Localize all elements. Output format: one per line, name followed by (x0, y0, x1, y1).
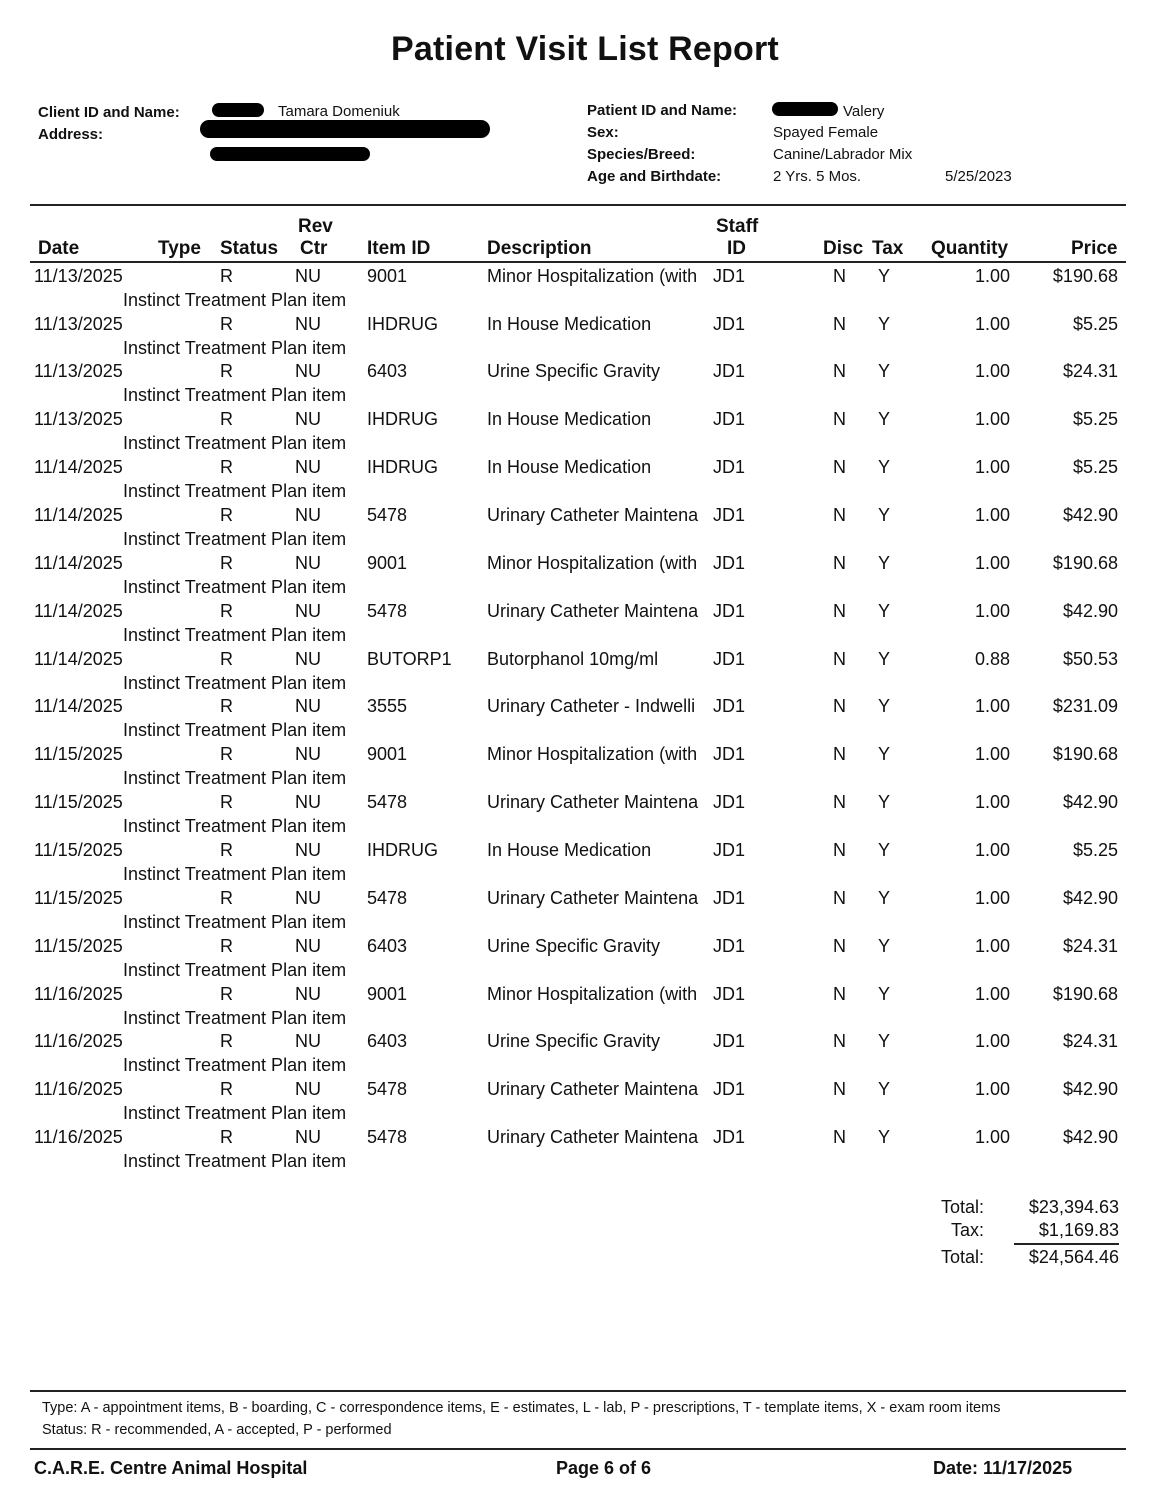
row-quantity: 1.00 (974, 696, 1010, 716)
table-row (0, 740, 1170, 788)
row-price: $42.90 (1062, 601, 1118, 621)
row-quantity: 1.00 (974, 840, 1010, 860)
row-date: 11/16/2025 (34, 1031, 123, 1051)
row-rev-ctr: NU (295, 601, 321, 621)
row-disc: N (833, 649, 846, 669)
row-description: Minor Hospitalization (with (487, 266, 698, 286)
row-description: Urinary Catheter Maintena (487, 505, 699, 525)
row-note: Instinct Treatment Plan item (123, 768, 347, 788)
row-quantity: 1.00 (974, 409, 1010, 429)
row-item-id: 6403 (367, 361, 408, 381)
row-rev-ctr: NU (295, 266, 321, 286)
row-staff-id: JD1 (713, 792, 746, 812)
row-staff-id: JD1 (713, 840, 746, 860)
row-staff-id: JD1 (713, 361, 746, 381)
row-date: 11/15/2025 (34, 840, 123, 860)
row-item-id: IHDRUG (367, 457, 438, 477)
row-item-id: 9001 (367, 553, 408, 573)
table-row (0, 405, 1170, 453)
redaction-mark (210, 147, 370, 161)
row-quantity: 1.00 (974, 314, 1010, 334)
table-row (0, 262, 1170, 310)
row-quantity: 1.00 (974, 457, 1010, 477)
row-tax: Y (878, 696, 891, 716)
row-quantity: 1.00 (974, 744, 1010, 764)
row-tax: Y (878, 601, 891, 621)
col-header-status: Status (220, 238, 279, 259)
row-note: Instinct Treatment Plan item (123, 912, 347, 932)
row-item-id: IHDRUG (367, 840, 438, 860)
row-disc: N (833, 505, 846, 525)
row-tax: Y (878, 457, 891, 477)
row-rev-ctr: NU (295, 361, 321, 381)
row-note: Instinct Treatment Plan item (123, 433, 347, 453)
row-description: In House Medication (487, 409, 652, 429)
row-staff-id: JD1 (713, 1127, 746, 1147)
row-quantity: 1.00 (974, 361, 1010, 381)
row-price: $190.68 (1052, 744, 1118, 764)
row-description: Urine Specific Gravity (487, 936, 661, 956)
row-status: R (220, 936, 233, 956)
row-staff-id: JD1 (713, 984, 746, 1004)
row-date: 11/16/2025 (34, 1127, 123, 1147)
client-id-name-label: Client ID and Name: (38, 104, 180, 121)
row-item-id: 5478 (367, 505, 408, 525)
table-row (0, 501, 1170, 549)
row-note: Instinct Treatment Plan item (123, 290, 347, 310)
row-quantity: 1.00 (974, 601, 1010, 621)
row-quantity: 1.00 (974, 505, 1010, 525)
table-row (0, 692, 1170, 740)
report-title: Patient Visit List Report (391, 30, 779, 68)
table-row (0, 453, 1170, 501)
patient-age-label: Age and Birthdate: (587, 168, 722, 185)
row-staff-id: JD1 (713, 649, 746, 669)
grand-total-value: $24,564.46 (1028, 1247, 1119, 1267)
footer-divider (30, 1448, 1126, 1450)
row-tax: Y (878, 649, 891, 669)
row-item-id: 3555 (367, 696, 408, 716)
row-tax: Y (878, 266, 891, 286)
row-description: Urine Specific Gravity (487, 1031, 661, 1051)
row-date: 11/13/2025 (34, 361, 123, 381)
row-date: 11/14/2025 (34, 457, 123, 477)
table-row (0, 597, 1170, 645)
patient-species-label: Species/Breed: (587, 146, 696, 163)
row-disc: N (833, 1079, 846, 1099)
row-staff-id: JD1 (713, 744, 746, 764)
row-item-id: 5478 (367, 1079, 408, 1099)
redaction-mark (200, 120, 490, 138)
row-date: 11/15/2025 (34, 888, 123, 908)
row-status: R (220, 409, 233, 429)
row-price: $231.09 (1052, 696, 1118, 716)
row-disc: N (833, 936, 846, 956)
row-date: 11/14/2025 (34, 553, 123, 573)
row-date: 11/15/2025 (34, 792, 123, 812)
row-tax: Y (878, 314, 891, 334)
row-rev-ctr: NU (295, 936, 321, 956)
table-row (0, 836, 1170, 884)
row-date: 11/13/2025 (34, 266, 123, 286)
row-staff-id: JD1 (713, 601, 746, 621)
row-rev-ctr: NU (295, 649, 321, 669)
legend-type: Type: A - appointment items, B - boarding, C - correspondence items, E - estimates, L - lab, P - prescriptions, T - template items, X - exam room items (42, 1400, 1001, 1416)
row-note: Instinct Treatment Plan item (123, 960, 347, 980)
row-note: Instinct Treatment Plan item (123, 1103, 347, 1123)
row-price: $42.90 (1062, 792, 1118, 812)
client-name: Tamara Domeniuk (278, 103, 400, 120)
row-note: Instinct Treatment Plan item (123, 1151, 347, 1171)
row-price: $5.25 (1072, 314, 1118, 334)
col-header-tax: Tax (872, 238, 904, 259)
row-tax: Y (878, 1079, 891, 1099)
table-row (0, 310, 1170, 358)
patient-birthdate: 5/25/2023 (945, 168, 1012, 185)
row-price: $190.68 (1052, 553, 1118, 573)
row-note: Instinct Treatment Plan item (123, 529, 347, 549)
row-item-id: 5478 (367, 888, 408, 908)
table-row (0, 645, 1170, 693)
table-row (0, 932, 1170, 980)
row-staff-id: JD1 (713, 553, 746, 573)
row-note: Instinct Treatment Plan item (123, 1055, 347, 1075)
row-description: In House Medication (487, 840, 652, 860)
row-staff-id: JD1 (713, 888, 746, 908)
row-item-id: 9001 (367, 266, 408, 286)
row-rev-ctr: NU (295, 505, 321, 525)
row-status: R (220, 361, 233, 381)
row-tax: Y (878, 1031, 891, 1051)
patient-species: Canine/Labrador Mix (773, 146, 913, 163)
table-row (0, 1075, 1170, 1123)
row-item-id: 5478 (367, 792, 408, 812)
row-status: R (220, 457, 233, 477)
row-rev-ctr: NU (295, 984, 321, 1004)
row-disc: N (833, 266, 846, 286)
row-note: Instinct Treatment Plan item (123, 816, 347, 836)
row-item-id: 9001 (367, 744, 408, 764)
redaction-mark (212, 103, 264, 117)
row-item-id: IHDRUG (367, 314, 438, 334)
row-disc: N (833, 792, 846, 812)
row-rev-ctr: NU (295, 1079, 321, 1099)
row-rev-ctr: NU (295, 840, 321, 860)
row-staff-id: JD1 (713, 457, 746, 477)
row-note: Instinct Treatment Plan item (123, 625, 347, 645)
row-description: Urinary Catheter Maintena (487, 888, 699, 908)
table-row (0, 884, 1170, 932)
row-note: Instinct Treatment Plan item (123, 577, 347, 597)
row-note: Instinct Treatment Plan item (123, 481, 347, 501)
col-header-description: Description (487, 238, 592, 259)
row-description: Butorphanol 10mg/ml (487, 649, 659, 669)
row-staff-id: JD1 (713, 936, 746, 956)
row-disc: N (833, 314, 846, 334)
row-quantity: 1.00 (974, 936, 1010, 956)
header-divider (30, 204, 1126, 206)
row-status: R (220, 314, 233, 334)
row-date: 11/14/2025 (34, 696, 123, 716)
row-tax: Y (878, 744, 891, 764)
row-description: Minor Hospitalization (with (487, 553, 698, 573)
footer-page-number: Page 6 of 6 (556, 1458, 652, 1478)
row-status: R (220, 1127, 233, 1147)
row-description: Urinary Catheter Maintena (487, 1079, 699, 1099)
subtotal-label: Total: (940, 1197, 984, 1217)
row-quantity: 1.00 (974, 553, 1010, 573)
row-staff-id: JD1 (713, 266, 746, 286)
tax-label: Tax: (950, 1220, 984, 1240)
row-staff-id: JD1 (713, 314, 746, 334)
table-row (0, 549, 1170, 597)
row-date: 11/15/2025 (34, 744, 123, 764)
row-price: $5.25 (1072, 409, 1118, 429)
tax-value: $1,169.83 (1038, 1220, 1119, 1240)
row-date: 11/13/2025 (34, 409, 123, 429)
row-price: $24.31 (1062, 936, 1118, 956)
col-header-date: Date (38, 238, 80, 259)
row-rev-ctr: NU (295, 696, 321, 716)
row-note: Instinct Treatment Plan item (123, 1008, 347, 1028)
row-quantity: 1.00 (974, 984, 1010, 1004)
row-tax: Y (878, 361, 891, 381)
row-tax: Y (878, 888, 891, 908)
row-tax: Y (878, 1127, 891, 1147)
row-item-id: 9001 (367, 984, 408, 1004)
row-disc: N (833, 361, 846, 381)
row-status: R (220, 744, 233, 764)
row-status: R (220, 792, 233, 812)
row-note: Instinct Treatment Plan item (123, 385, 347, 405)
row-tax: Y (878, 936, 891, 956)
col-header-type: Type (158, 238, 201, 259)
row-staff-id: JD1 (713, 1031, 746, 1051)
row-price: $42.90 (1062, 888, 1118, 908)
legend-divider (30, 1390, 1126, 1392)
row-item-id: BUTORP1 (367, 649, 452, 669)
grand-total-label: Total: (940, 1247, 984, 1267)
table-row (0, 357, 1170, 405)
row-rev-ctr: NU (295, 888, 321, 908)
patient-age: 2 Yrs. 5 Mos. (773, 168, 862, 185)
row-status: R (220, 1079, 233, 1099)
row-quantity: 1.00 (974, 888, 1010, 908)
row-tax: Y (878, 409, 891, 429)
row-price: $24.31 (1062, 361, 1118, 381)
row-rev-ctr: NU (295, 792, 321, 812)
row-price: $50.53 (1062, 649, 1118, 669)
row-quantity: 1.00 (974, 1079, 1010, 1099)
col-header-disc: Disc (823, 238, 864, 259)
row-status: R (220, 553, 233, 573)
row-status: R (220, 840, 233, 860)
row-disc: N (833, 696, 846, 716)
client-address-label: Address: (38, 126, 104, 143)
row-date: 11/13/2025 (34, 314, 123, 334)
row-status: R (220, 649, 233, 669)
row-description: Urine Specific Gravity (487, 361, 661, 381)
row-status: R (220, 505, 233, 525)
row-status: R (220, 696, 233, 716)
row-description: Urinary Catheter Maintena (487, 792, 699, 812)
row-tax: Y (878, 505, 891, 525)
row-item-id: 6403 (367, 1031, 408, 1051)
row-description: In House Medication (487, 314, 652, 334)
row-description: Urinary Catheter - Indwelli (487, 696, 696, 716)
totals-divider (1014, 1243, 1119, 1245)
row-date: 11/14/2025 (34, 649, 123, 669)
row-description: Minor Hospitalization (with (487, 744, 698, 764)
row-date: 11/14/2025 (34, 505, 123, 525)
row-rev-ctr: NU (295, 409, 321, 429)
row-price: $190.68 (1052, 266, 1118, 286)
row-note: Instinct Treatment Plan item (123, 673, 347, 693)
row-staff-id: JD1 (713, 1079, 746, 1099)
row-date: 11/16/2025 (34, 1079, 123, 1099)
row-quantity: 1.00 (974, 266, 1010, 286)
row-description: Urinary Catheter Maintena (487, 601, 699, 621)
row-price: $5.25 (1072, 457, 1118, 477)
row-quantity: 1.00 (974, 1031, 1010, 1051)
row-quantity: 1.00 (974, 1127, 1010, 1147)
table-row (0, 1027, 1170, 1075)
row-rev-ctr: NU (295, 1031, 321, 1051)
row-tax: Y (878, 792, 891, 812)
row-price: $42.90 (1062, 1127, 1118, 1147)
row-rev-ctr: NU (295, 744, 321, 764)
col-header-id: ID (727, 238, 746, 259)
row-description: In House Medication (487, 457, 652, 477)
row-item-id: 6403 (367, 936, 408, 956)
col-header-item-id: Item ID (367, 238, 431, 259)
row-date: 11/16/2025 (34, 984, 123, 1004)
row-status: R (220, 1031, 233, 1051)
row-price: $42.90 (1062, 505, 1118, 525)
row-tax: Y (878, 984, 891, 1004)
row-quantity: 1.00 (974, 792, 1010, 812)
patient-id-name-label: Patient ID and Name: (587, 102, 738, 119)
row-disc: N (833, 744, 846, 764)
legend-status: Status: R - recommended, A - accepted, P - performed (42, 1422, 392, 1438)
row-price: $190.68 (1052, 984, 1118, 1004)
table-row (0, 980, 1170, 1028)
row-disc: N (833, 409, 846, 429)
row-date: 11/14/2025 (34, 601, 123, 621)
row-price: $5.25 (1072, 840, 1118, 860)
row-disc: N (833, 1031, 846, 1051)
col-header-ctr: Ctr (300, 238, 328, 259)
row-disc: N (833, 457, 846, 477)
row-item-id: IHDRUG (367, 409, 438, 429)
row-status: R (220, 601, 233, 621)
row-status: R (220, 888, 233, 908)
table-row (0, 788, 1170, 836)
row-tax: Y (878, 553, 891, 573)
row-description: Minor Hospitalization (with (487, 984, 698, 1004)
row-rev-ctr: NU (295, 553, 321, 573)
row-disc: N (833, 553, 846, 573)
subtotal-value: $23,394.63 (1028, 1197, 1119, 1217)
row-note: Instinct Treatment Plan item (123, 338, 347, 358)
row-note: Instinct Treatment Plan item (123, 720, 347, 740)
table-row (0, 1123, 1170, 1171)
row-rev-ctr: NU (295, 1127, 321, 1147)
row-disc: N (833, 984, 846, 1004)
col-header-staff: Staff (716, 216, 759, 237)
row-disc: N (833, 1127, 846, 1147)
row-item-id: 5478 (367, 601, 408, 621)
row-disc: N (833, 840, 846, 860)
patient-sex-label: Sex: (587, 124, 619, 141)
row-tax: Y (878, 840, 891, 860)
patient-sex: Spayed Female (773, 124, 879, 141)
row-status: R (220, 984, 233, 1004)
row-staff-id: JD1 (713, 409, 746, 429)
col-header-quantity: Quantity (931, 238, 1009, 259)
row-rev-ctr: NU (295, 314, 321, 334)
row-disc: N (833, 888, 846, 908)
row-disc: N (833, 601, 846, 621)
redaction-mark (772, 102, 838, 116)
patient-name: Valery (843, 103, 885, 120)
row-date: 11/15/2025 (34, 936, 123, 956)
row-status: R (220, 266, 233, 286)
row-staff-id: JD1 (713, 696, 746, 716)
row-price: $42.90 (1062, 1079, 1118, 1099)
row-price: $24.31 (1062, 1031, 1118, 1051)
footer-clinic-name: C.A.R.E. Centre Animal Hospital (34, 1458, 308, 1478)
col-header-rev: Rev (298, 216, 333, 237)
row-quantity: 0.88 (974, 649, 1010, 669)
row-rev-ctr: NU (295, 457, 321, 477)
row-description: Urinary Catheter Maintena (487, 1127, 699, 1147)
row-staff-id: JD1 (713, 505, 746, 525)
row-item-id: 5478 (367, 1127, 408, 1147)
row-note: Instinct Treatment Plan item (123, 864, 347, 884)
col-header-price: Price (1071, 238, 1118, 259)
footer-print-date: Date: 11/17/2025 (933, 1458, 1073, 1478)
